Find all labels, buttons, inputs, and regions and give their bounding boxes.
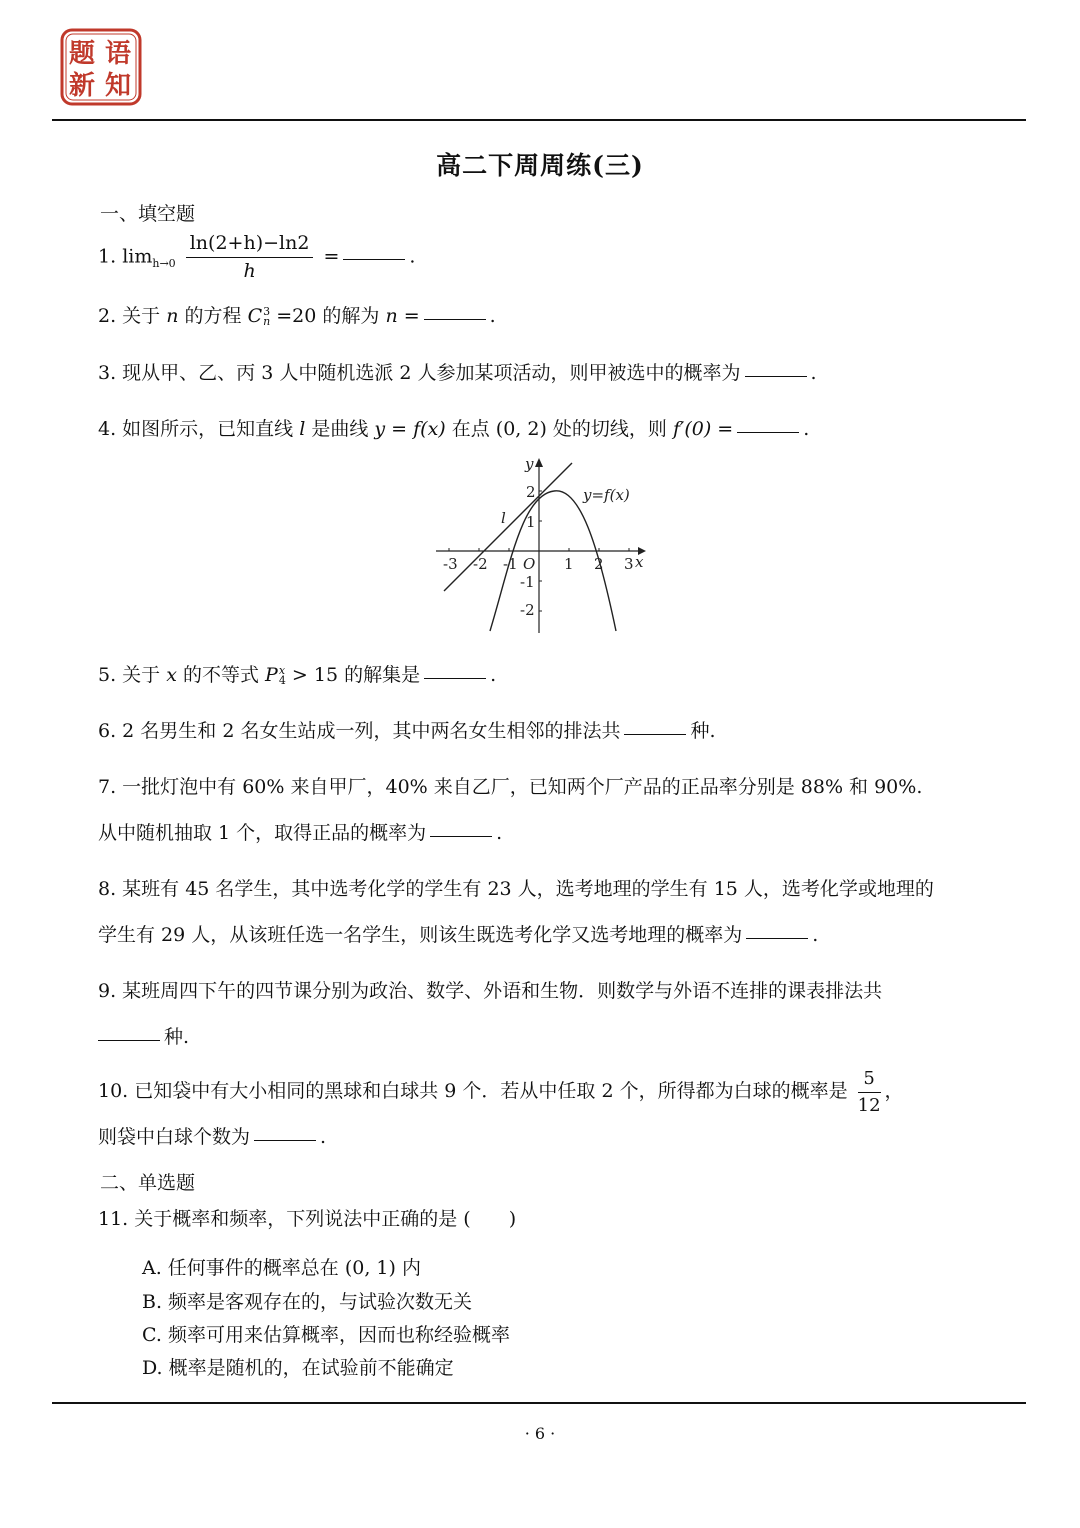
answer-blank[interactable] [424, 677, 486, 679]
x-tick-label: 3 [624, 555, 634, 573]
page-title: 高二下周周练(三) [436, 151, 644, 180]
question-8: 8. 某班有 45 名学生，其中选考化学的学生有 23 人，选考地理的学生有 15 人，选考化学或地理的 [98, 878, 934, 900]
x-tick-label: -1 [503, 555, 518, 573]
answer-blank[interactable] [624, 733, 686, 735]
question-1: 1. $\lim_{h\to 0}$ $\frac{\ln(2+h)-\ln 2}{h}$ = . [98, 232, 416, 282]
answer-blank[interactable] [745, 375, 807, 377]
question-9-cont: 种. [98, 1026, 189, 1049]
footer-rule [52, 1402, 1026, 1404]
x-tick-label: 2 [594, 555, 604, 573]
question-7: 7. 一批灯泡中有 60% 来自甲厂，40% 来自乙厂，已知两个厂产品的正品率分别是 88% 和 90%. [98, 776, 923, 798]
section-heading-fill-blank: 一、填空题 [100, 203, 196, 225]
page-number: · 6 · [524, 1424, 556, 1443]
option-d[interactable]: D. 概率是随机的，在试验前不能确定 [142, 1357, 454, 1379]
option-c[interactable]: C. 频率可用来估算概率，因而也称经验概率 [142, 1324, 510, 1346]
y-tick-label: -2 [520, 601, 535, 619]
logo-char: 知 [104, 71, 132, 101]
answer-blank[interactable] [424, 318, 486, 320]
option-b[interactable]: B. 频率是客观存在的，与试验次数无关 [142, 1291, 473, 1313]
question-9: 9. 某班周四下午的四节课分别为政治、数学、外语和生物．则数学与外语不连排的课表排法共 [98, 980, 883, 1002]
origin-label: O [523, 555, 536, 573]
y-tick-label: -1 [520, 573, 535, 591]
answer-blank[interactable] [254, 1139, 316, 1141]
answer-blank[interactable] [737, 431, 799, 433]
line-label: l [501, 509, 506, 527]
question-7-cont: 从中随机抽取 1 个，取得正品的概率为 . [98, 822, 503, 844]
question-11: 11. 关于概率和频率，下列说法中正确的是 ( ) [98, 1208, 517, 1230]
x-tick-label: 1 [564, 555, 574, 573]
y-axis-arrow [535, 458, 543, 467]
answer-blank[interactable] [98, 1039, 160, 1041]
x-tick-label: -2 [473, 555, 488, 573]
question-4: 4. 如图所示，已知直线 l 是曲线 y = f(x) 在点 (0, 2) 处的切线，则 f′(0) = . [98, 418, 810, 440]
question-10-cont: 则袋中白球个数为 . [98, 1126, 327, 1148]
tangent-line-figure [430, 455, 650, 640]
question-8-cont: 学生有 29 人，从该班任选一名学生，则该生既选考化学又选考地理的概率为 . [98, 924, 819, 946]
logo-char: 题 [68, 39, 96, 69]
question-10: 10. 已知袋中有大小相同的黑球和白球共 9 个．若从中任取 2 个，所得都为白球的概率是 $\frac{5}{12}$ ， [98, 1068, 904, 1116]
question-2: 2. 关于 n 的方程 C3 n =20 的解为 n = . [98, 305, 496, 328]
curve-label: y=f(x) [583, 486, 630, 504]
logo-char: 语 [104, 39, 132, 69]
answer-blank[interactable] [430, 835, 492, 837]
x-axis-label: x [635, 553, 644, 571]
y-tick-label: 1 [526, 513, 536, 531]
y-tick-label: 2 [526, 483, 536, 501]
question-3: 3. 现从甲、乙、丙 3 人中随机选派 2 人参加某项活动，则甲被选中的概率为 . [98, 362, 817, 384]
answer-blank[interactable] [746, 937, 808, 939]
logo-char: 新 [68, 71, 96, 101]
y-axis-label: y [525, 455, 534, 473]
answer-blank[interactable] [343, 258, 405, 260]
section-heading-single-choice: 二、单选题 [100, 1172, 196, 1194]
question-5: 5. 关于 x 的不等式 Px 4 > 15 的解集是 . [98, 664, 497, 687]
logo-seal [60, 28, 142, 106]
question-6: 6. 2 名男生和 2 名女生站成一列，其中两名女生相邻的排法共 种. [98, 720, 716, 742]
option-a[interactable]: A. 任何事件的概率总在 (0, 1) 内 [142, 1257, 421, 1279]
x-tick-label: -3 [443, 555, 458, 573]
header-rule [52, 119, 1026, 121]
